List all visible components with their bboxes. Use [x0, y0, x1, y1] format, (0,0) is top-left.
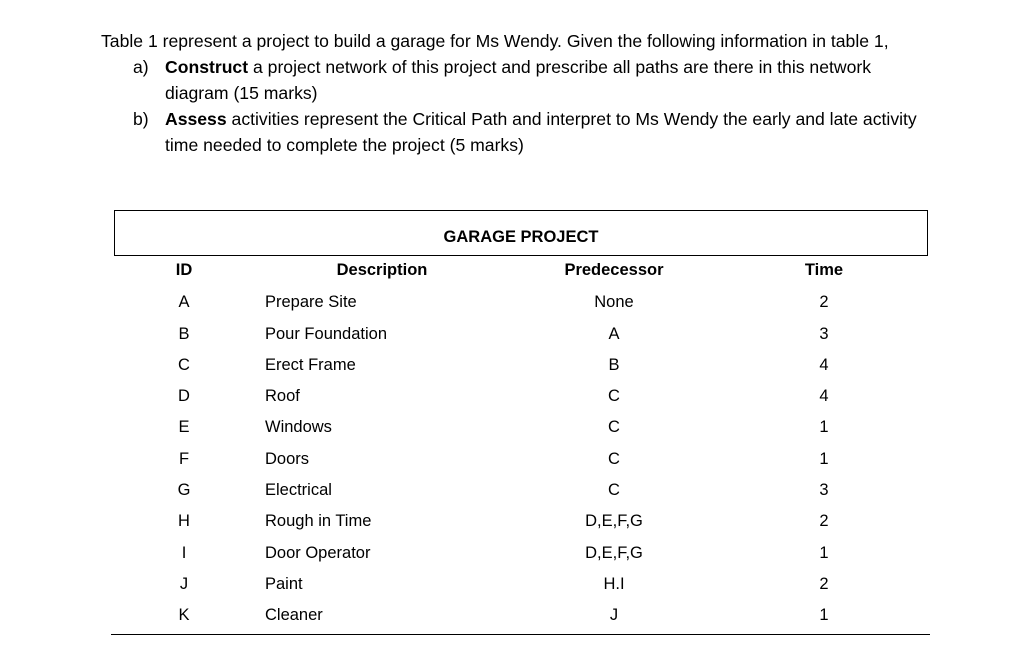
table-row: [114, 319, 930, 350]
table-title: GARAGE PROJECT: [443, 228, 599, 246]
header-predecessor: Predecessor: [564, 261, 664, 279]
table-row: [114, 569, 930, 600]
cell-description: Doors: [265, 449, 310, 468]
cell-id: K: [178, 606, 190, 625]
cell-predecessor: A: [608, 324, 620, 343]
cell-time: 1: [819, 449, 829, 468]
table-row: [114, 538, 930, 569]
cell-id: B: [178, 324, 190, 343]
cell-time: 1: [819, 543, 829, 562]
cell-description: Pour Foundation: [265, 324, 388, 343]
cell-time: 3: [819, 324, 829, 343]
cell-id: D: [178, 387, 190, 406]
question-keyword: Construct: [165, 57, 249, 77]
header-description: Description: [336, 261, 428, 279]
table-row: [114, 444, 930, 475]
cell-description: Cleaner: [265, 606, 323, 625]
cell-predecessor: H.I: [603, 574, 625, 593]
question-item-b: [101, 106, 931, 158]
cell-predecessor: C: [608, 449, 620, 468]
table-row: [114, 350, 930, 381]
cell-time: 2: [819, 293, 829, 312]
intro-paragraph: Table 1 represent a project to build a garage for Ms Wendy. Given the following information in table 1,: [101, 31, 889, 51]
cell-id: C: [178, 355, 190, 374]
cell-time: 2: [819, 512, 829, 531]
cell-id: A: [178, 293, 190, 312]
question-item-a: [101, 54, 931, 106]
cell-description: Rough in Time: [265, 512, 372, 531]
table-title-box: [114, 210, 928, 256]
cell-description: Windows: [265, 418, 332, 437]
cell-predecessor: B: [608, 355, 620, 374]
question-list: [101, 54, 931, 158]
cell-description: Roof: [265, 387, 300, 406]
cell-description: Door Operator: [265, 543, 371, 562]
table-row: [114, 381, 930, 412]
cell-id: G: [177, 481, 191, 500]
cell-predecessor: D,E,F,G: [585, 543, 643, 562]
cell-id: J: [179, 574, 189, 593]
cell-time: 4: [819, 355, 829, 374]
question-body: activities represent the Critical Path and interpret to Ms Wendy the early and late activity time needed to complete the project (5 marks): [165, 109, 917, 155]
cell-description: Prepare Site: [265, 293, 357, 312]
cell-id: H: [178, 512, 190, 531]
cell-time: 3: [819, 481, 829, 500]
cell-id: E: [178, 418, 190, 437]
table-bottom-rule: [111, 634, 930, 635]
table-row: [114, 600, 930, 631]
question-text: [101, 28, 931, 158]
cell-predecessor: J: [609, 606, 619, 625]
cell-predecessor: D,E,F,G: [585, 512, 643, 531]
table-row: [114, 475, 930, 506]
table-row: [114, 412, 930, 443]
table-body: [114, 287, 930, 631]
cell-description: Electrical: [265, 481, 332, 500]
cell-id: I: [181, 543, 187, 562]
cell-predecessor: C: [608, 481, 620, 500]
table-row: [114, 506, 930, 537]
cell-description: Erect Frame: [265, 355, 356, 374]
cell-time: 2: [819, 574, 829, 593]
table-row: [114, 287, 930, 318]
question-marker: a): [133, 57, 149, 77]
cell-predecessor: C: [608, 387, 620, 406]
header-id: ID: [175, 261, 193, 279]
question-body: a project network of this project and prescribe all paths are there in this network diagram (15 marks): [165, 57, 872, 103]
question-keyword: Assess: [165, 109, 227, 129]
cell-id: F: [178, 449, 190, 468]
question-marker: b): [133, 109, 149, 129]
cell-time: 4: [819, 387, 829, 406]
cell-predecessor: None: [594, 293, 634, 312]
cell-time: 1: [819, 418, 829, 437]
garage-project-table: [114, 256, 930, 632]
cell-time: 1: [819, 606, 829, 625]
cell-description: Paint: [265, 574, 303, 593]
table-header-row: [114, 256, 930, 287]
cell-predecessor: C: [608, 418, 620, 437]
header-time: Time: [804, 261, 844, 279]
